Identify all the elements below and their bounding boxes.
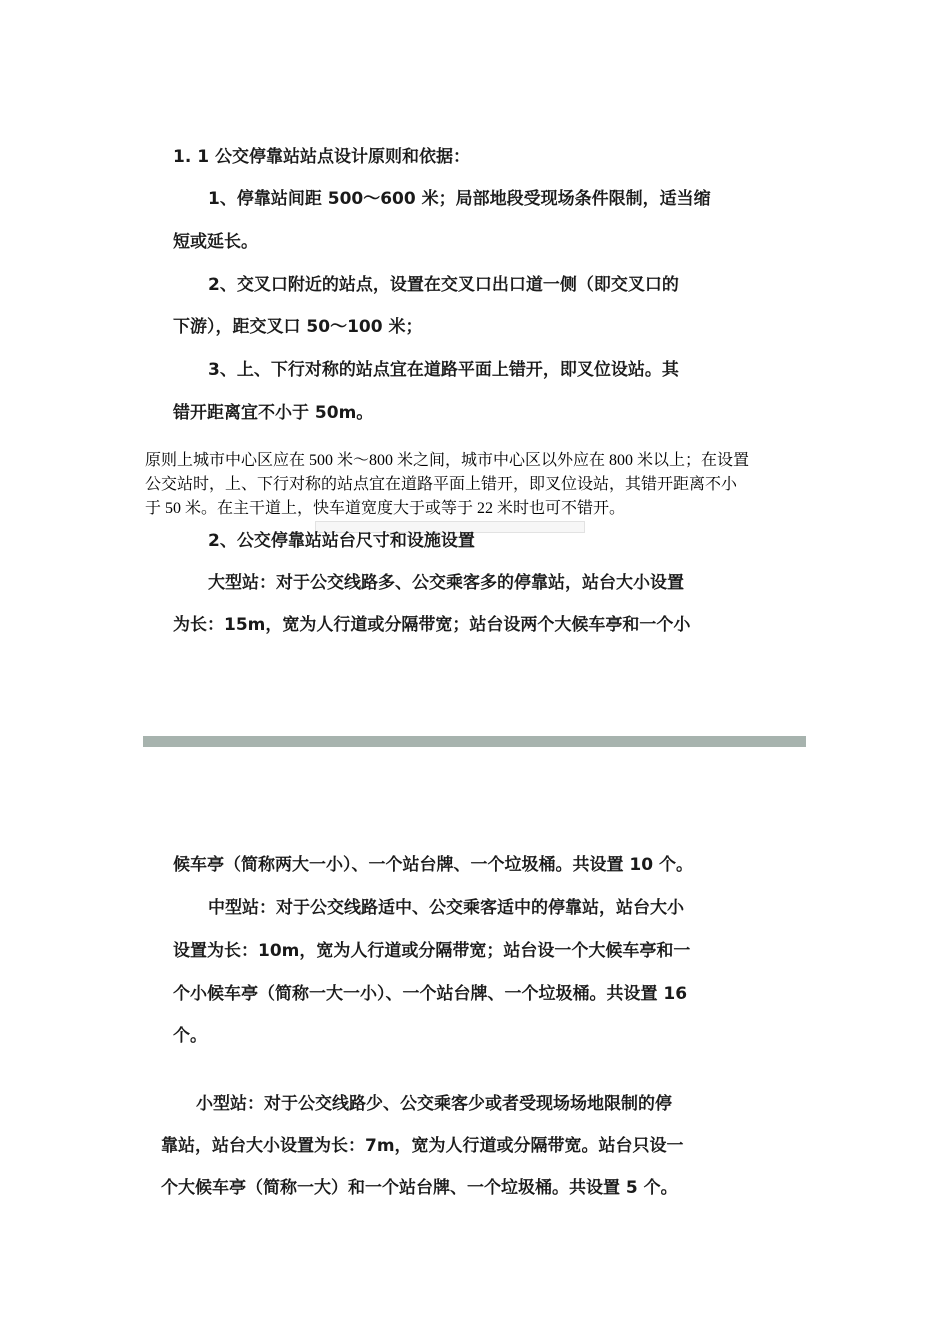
small-station-line-1: 小型站：对于公交线路少、公交乘客少或者受现场场地限制的停 <box>196 1094 672 1114</box>
note-line-3: 于 50 米。在主干道上，快车道宽度大于或等于 22 米时也可不错开。 <box>145 500 626 517</box>
medium-station-line-1: 中型站：对于公交线路适中、公交乘客适中的停靠站，站台大小 <box>208 898 684 918</box>
principle-1-line-1: 1、停靠站间距 500～600 米；局部地段受现场条件限制，适当缩 <box>208 189 711 209</box>
principle-2-line-1: 2、交叉口附近的站点，设置在交叉口出口道一侧（即交叉口的 <box>208 275 679 295</box>
section-heading-1-1: 1. 1 公交停靠站站点设计原则和依据： <box>173 147 470 167</box>
page-divider <box>143 736 806 747</box>
note-line-2: 公交站时，上、下行对称的站点宜在道路平面上错开，即叉位设站，其错开距离不小 <box>145 476 738 493</box>
principle-2-line-2: 下游），距交叉口 50～100 米； <box>173 317 423 337</box>
medium-station-line-3: 个小候车亭（简称一大一小）、一个站台牌、一个垃圾桶。共设置 16 <box>173 984 688 1004</box>
small-station-line-2: 靠站，站台大小设置为长：7m，宽为人行道或分隔带宽。站台只设一 <box>161 1136 684 1156</box>
note-line-1: 原则上城市中心区应在 500 米～800 米之间，城市中心区以外应在 800 米以上；在设置 <box>145 452 750 469</box>
section-heading-2: 2、公交停靠站站台尺寸和设施设置 <box>208 531 475 551</box>
principle-1-line-2: 短或延长。 <box>173 232 258 252</box>
large-station-line-2: 为长：15m，宽为人行道或分隔带宽；站台设两个大候车亭和一个小 <box>173 615 691 635</box>
medium-station-line-4: 个。 <box>173 1026 207 1046</box>
small-station-line-3: 个大候车亭（简称一大）和一个站台牌、一个垃圾桶。共设置 5 个。 <box>161 1178 678 1198</box>
principle-3-line-1: 3、上、下行对称的站点宜在道路平面上错开，即叉位设站。其 <box>208 360 679 380</box>
medium-station-line-2: 设置为长：10m，宽为人行道或分隔带宽；站台设一个大候车亭和一 <box>173 941 691 961</box>
large-station-line-3: 候车亭（简称两大一小）、一个站台牌、一个垃圾桶。共设置 10 个。 <box>173 855 693 875</box>
principle-3-line-2: 错开距离宜不小于 50m。 <box>173 403 374 423</box>
large-station-line-1: 大型站：对于公交线路多、公交乘客多的停靠站，站台大小设置 <box>208 573 684 593</box>
